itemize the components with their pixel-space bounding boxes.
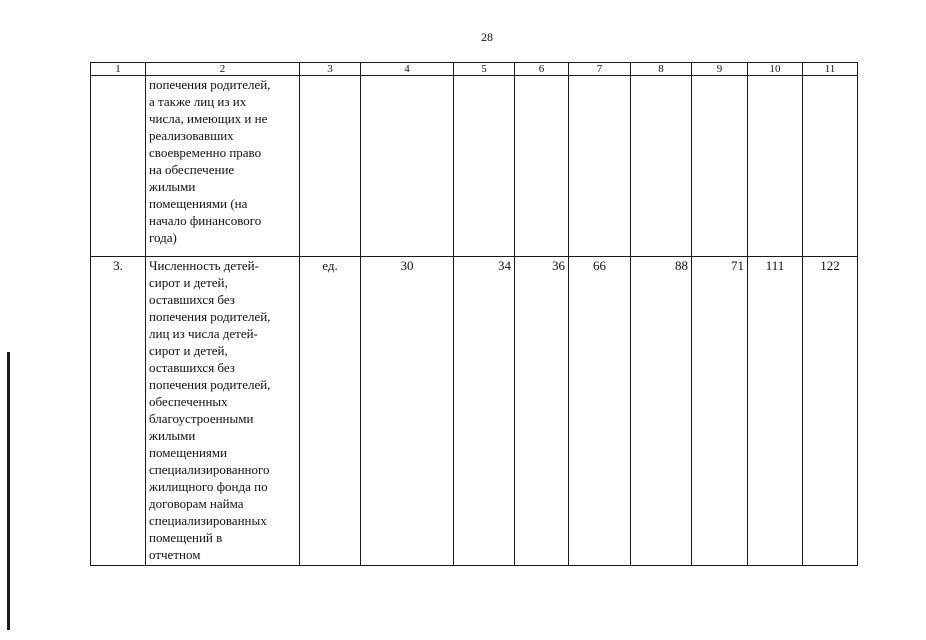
row-value: 30 [361,257,454,566]
table-header-row [91,63,858,76]
row-value [454,76,515,257]
row-value: 111 [748,257,803,566]
row-value: 88 [631,257,692,566]
column-header: 7 [569,63,631,76]
row-value: 122 [803,257,858,566]
row-value: 66 [569,257,631,566]
column-header: 9 [692,63,748,76]
column-header: 10 [748,63,803,76]
column-header: 6 [515,63,569,76]
row-value [748,76,803,257]
data-table [90,62,858,566]
row-unit: ед. [300,257,361,566]
row-value [569,76,631,257]
row-value [361,76,454,257]
row-value [631,76,692,257]
scan-edge-line [7,352,10,630]
row-number [91,76,146,257]
row-value: 71 [692,257,748,566]
row-value [515,76,569,257]
row-description: попечения родителей, а также лиц из их числа, имеющих и не реализовавших своевременно право на обеспечение жилыми помещениями (на начало финансового года) [146,76,300,257]
column-header: 5 [454,63,515,76]
column-header: 4 [361,63,454,76]
row-value [803,76,858,257]
column-header: 1 [91,63,146,76]
row-unit [300,76,361,257]
row-value: 36 [515,257,569,566]
column-header: 2 [146,63,300,76]
row-description: Численность детей- сирот и детей, оставшихся без попечения родителей, лиц из числа детей- сирот и детей, оставшихся без попечения родителей, обеспеченных благоустроенными жилыми помещениями специализированного жилищного фонда по договорам найма специализированных помещений в отчетном [146,257,300,566]
row-number: 3. [91,257,146,566]
column-header: 11 [803,63,858,76]
table-row [91,257,858,566]
page-number: 28 [481,30,493,44]
column-header: 8 [631,63,692,76]
row-value [692,76,748,257]
row-value: 34 [454,257,515,566]
column-header: 3 [300,63,361,76]
table-row [91,76,858,257]
